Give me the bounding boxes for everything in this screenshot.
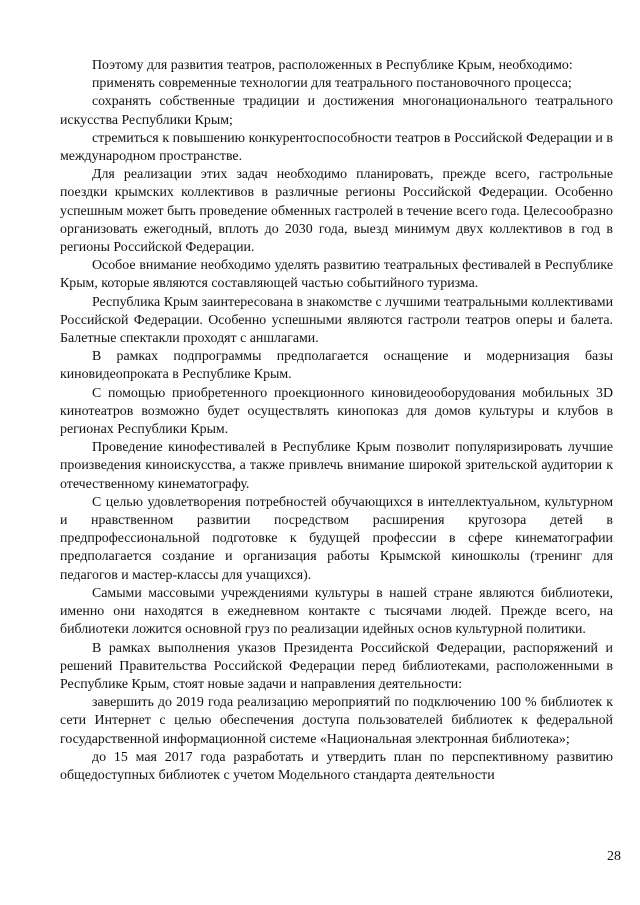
list-item-internet-connection: завершить до 2019 года реализацию мероприятий по подключению 100 % библиотек к сети Интернет с целью обеспечения доступа пользователей библиотек к федеральной государственной информационной системе «Национальная электронная библиотека»; bbox=[60, 695, 613, 747]
list-item-preserve-traditions: сохранять собственные традиции и достижения многонационального театрального искусства Республики Крым; bbox=[60, 94, 613, 128]
list-item-modern-technology: применять современные технологии для театрального постановочного процесса; bbox=[92, 76, 572, 92]
paragraph-mobile-cinemas: С помощью приобретенного проекционного киновидеооборудования мобильных 3D кинотеатров возможно будет осуществлять кинопоказ для домов культуры и клубов в регионах Республики Крым. bbox=[60, 385, 613, 438]
page-number: 28 bbox=[607, 849, 621, 864]
paragraph-film-festivals: Проведение кинофестивалей в Республике Крым позволит популяризировать лучшие произведения киноискусства, а также привлечь внимание широкой зрительской аудитории к отечественному кинематографу. bbox=[60, 440, 613, 492]
paragraph-film-school: С целью удовлетворения потребностей обучающихся в интеллектуальном, культурном и нравственном развитии посредством расширения кругозора детей в предпрофессиональной подготовке к будущей профессии в сфере кинематографии предполагается создание и организация работы Крымской киношколы (тренинг для педагогов и мастер-классы для учащихся). bbox=[60, 494, 613, 583]
paragraph-theaters-intro: Поэтому для развития театров, расположенных в Республике Крым, необходимо: bbox=[92, 58, 573, 73]
paragraph-library-tasks: В рамках выполнения указов Президента Российской Федерации, распоряжений и решений Правительства Российской Федерации перед библиотеками, расположенными в Республике Крым, стоят новые задачи и направления деятельности: bbox=[60, 640, 613, 692]
paragraph-film-distribution: В рамках подпрограммы предполагается оснащение и модернизация базы киновидеопроката в Республике Крым. bbox=[60, 349, 613, 383]
list-item-competitiveness: стремиться к повышению конкурентоспособности театров в Российской Федерации и в международном пространстве. bbox=[60, 130, 613, 165]
body-text bbox=[60, 57, 613, 785]
paragraph-theater-festivals: Особое внимание необходимо уделять развитию театральных фестивалей в Республике Крым, которые являются составляющей частью событийного туризма. bbox=[60, 258, 613, 292]
paragraph-libraries: Самыми массовыми учреждениями культуры в нашей стране являются библиотеки, именно они находятся в ежедневном контакте с тысячами людей. Прежде всего, на библиотеки ложится основной груз по реализации идейных основ культурной политики. bbox=[60, 585, 613, 638]
list-item-development-plan: до 15 мая 2017 года разработать и утвердить план по перспективному развитию общедоступных библиотек с учетом Модельного стандарта деятельности bbox=[60, 749, 613, 783]
paragraph-touring: Для реализации этих задач необходимо планировать, прежде всего, гастрольные поездки крымских коллективов в различные регионы Российской Федерации. Особенно успешным может быть проведение обменных гастролей в течение всего года. Целесообразно организовать ежегодный, вплоть до 2030 года, выезд минимум двух коллективов в год в регионы Российской Федерации. bbox=[60, 167, 613, 256]
paragraph-opera-ballet: Республика Крым заинтересована в знакомстве с лучшими театральными коллективами Российской Федерации. Особенно успешными являются гастроли театров оперы и балета. Балетные спектакли проходят с аншлагами. bbox=[60, 294, 613, 347]
